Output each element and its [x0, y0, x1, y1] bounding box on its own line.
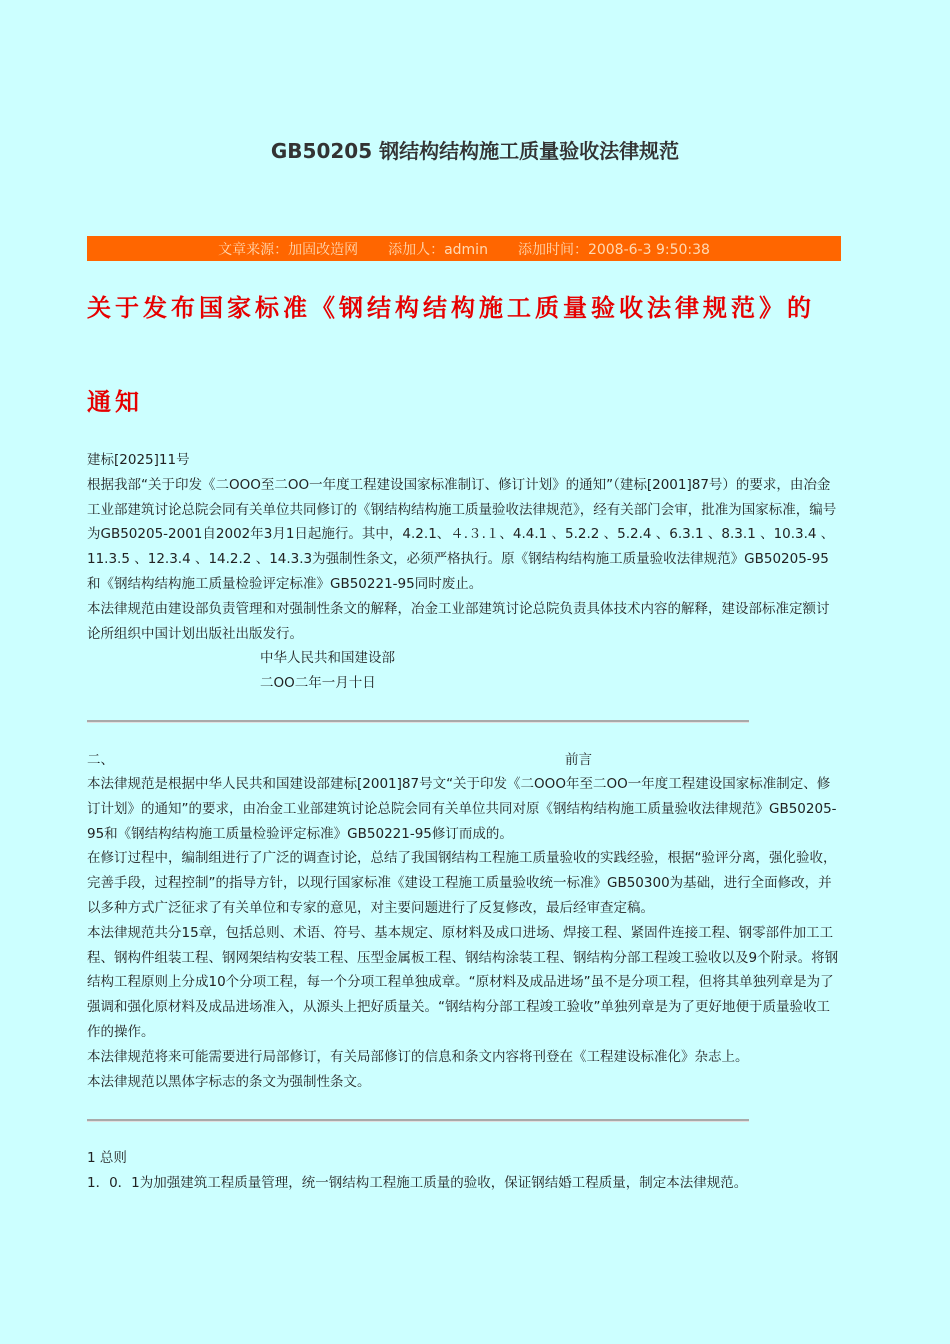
article-meta-bar — [87, 236, 841, 261]
divider — [87, 1119, 749, 1122]
notice-headline-line1: 关于发布国家标准《钢结构结构施工质量验收法律规范》的 — [87, 293, 815, 322]
preface-paragraph: 本法律规范共分15章，包括总则、术语、符号、基本规定、原材料及成口进场、焊接工程、紧固件连接工程、钢零部件加工工程、钢构件组装工程、钢网架结构安装工程、压型金属板工程、钢结构涂装工程、钢结构分部工程竣工验收以及9个附录。将钢结构工程原则上分成10个分项工程，每一个分项工程单独成章。“原材料及成品进场”虽不是分项工程，但将其单独列章是为了强调和强化原材料及成品进场准入，从源头上把好质量关。“钢结构分部工程竣工验收”单独列章是为了更好地便于质量验收工作的操作。 — [87, 924, 839, 1040]
meta-time: 添加时间：2008-6-3 9:50:38 — [517, 241, 710, 258]
notice-doc-number: 建标[2025]11号 — [87, 452, 190, 468]
preface-heading: 前言 — [565, 752, 592, 768]
preface-paragraph: 在修订过程中，编制组进行了广泛的调查讨论，总结了我国钢结构工程施工质量验收的实践经验，根据“验评分离，强化验收，完善手段，过程控制”的指导方针，以现行国家标准《建设工程施工质量验收统一标准》GB50300为基础，进行全面修改，并以多种方式广泛征求了有关单位和专家的意见，对主要问题进行了反复修改，最后经审查定稿。 — [87, 850, 837, 916]
meta-source: 文章来源：加固改造网 — [218, 241, 359, 258]
preface-paragraph: 本法律规范以黑体字标志的条文为强制性条文。 — [87, 1073, 371, 1090]
preface-paragraph: 本法律规范将来可能需要进行局部修订，有关局部修订的信息和条文内容将刊登在《工程建设标准化》杂志上。 — [87, 1048, 749, 1065]
notice-paragraph: 本法律规范由建设部负责管理和对强制性条文的解释，冶金工业部建筑讨论总院负责具体技术内容的解释，建设部标准定额讨论所组织中国计划出版社出版发行。 — [87, 600, 830, 642]
general-heading: 1 总则 — [87, 1150, 127, 1166]
divider — [87, 720, 749, 723]
page-title: GB50205 钢结构结构施工质量验收法律规范 — [270, 139, 680, 163]
notice-paragraph: 根据我部“关于印发《二OOO至二OO一年度工程建设国家标准制订、修订计划》的通知”（建标[2001]87号）的要求，由冶金工业部建筑讨论总院会同有关单位共同修订的《钢结构结构施工质量验收法律规范》，经有关部门会审，批准为国家标准，编号为GB50205-2001自2002年3月1日起施行。其中，4.2.1、４.３.１、4.4.1 、5.2.2 、5.2.4 、6.3.1 、8.3.1 、10.3.4 、11.3.5 、12.3.4 、14.2.2 、14.3.3为强制性条文，必须严格执行。原《钢结构结构施工质量验收法律规范》GB50205-95和《钢结构结构施工质量检验评定标准》GB50221-95同时废止。 — [87, 476, 837, 592]
notice-sign-org: 中华人民共和国建设部 — [260, 650, 395, 667]
general-section — [87, 1146, 841, 1196]
preface-paragraph: 本法律规范是根据中华人民共和国建设部建标[2001]87号文“关于印发《二OOO年至二OO一年度工程建设国家标准制定、修订计划》的通知”的要求，由冶金工业部建筑讨论总院会同有关单位共同对原《钢结构结构施工质量验收法律规范》GB50205-95和《钢结构结构施工质量检验评定标准》GB50221-95修订而成的。 — [87, 776, 837, 842]
notice-body — [87, 448, 841, 696]
notice-headline-line2: 通知 — [87, 387, 143, 416]
general-item: 1．0．1为加强建筑工程质量管理，统一钢结构工程施工质量的验收，保证钢结婚工程质量，制定本法律规范。 — [87, 1174, 748, 1191]
notice-sign-date: 二OO二年一月十日 — [260, 675, 376, 692]
preface-body — [87, 772, 841, 1094]
meta-author: 添加人：admin — [388, 241, 488, 258]
preface-heading-row — [87, 748, 841, 772]
preface-number: 二、 — [87, 752, 114, 768]
